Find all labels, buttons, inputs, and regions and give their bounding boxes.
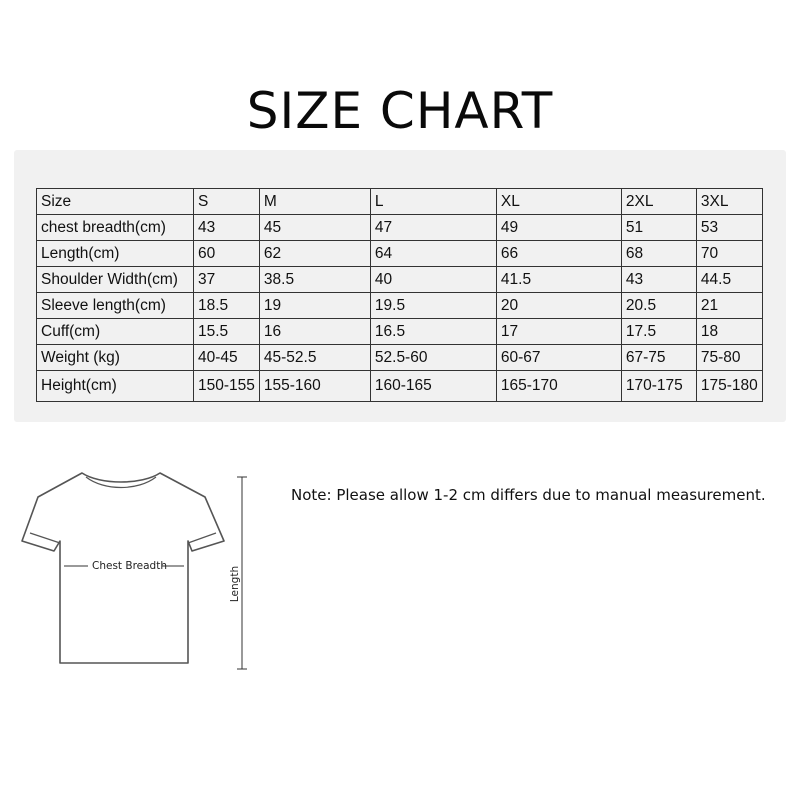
chest-breadth-label: Chest Breadth [92, 560, 167, 572]
table-cell: 160-165 [370, 371, 496, 402]
row-label: Cuff(cm) [37, 319, 194, 345]
row-label: Sleeve length(cm) [37, 293, 194, 319]
table-cell: 62 [259, 241, 370, 267]
page-title: SIZE CHART [246, 82, 554, 140]
table-cell: 19 [259, 293, 370, 319]
table-cell: 155-160 [259, 371, 370, 402]
table-cell: 18.5 [194, 293, 260, 319]
table-cell: 68 [621, 241, 696, 267]
table-cell: 67-75 [621, 345, 696, 371]
table-cell: 17 [496, 319, 621, 345]
row-label: Height(cm) [37, 371, 194, 402]
table-cell: 52.5-60 [370, 345, 496, 371]
table-cell: 43 [194, 215, 260, 241]
table-row [37, 267, 763, 293]
table-cell: 49 [496, 215, 621, 241]
tshirt-outline-icon [20, 455, 260, 690]
table-cell: 60 [194, 241, 260, 267]
header-cell: 3XL [696, 189, 762, 215]
row-label: Length(cm) [37, 241, 194, 267]
header-cell: Size [37, 189, 194, 215]
table-cell: 20.5 [621, 293, 696, 319]
length-label: Length [229, 565, 241, 603]
table-cell: 16.5 [370, 319, 496, 345]
table-cell: 15.5 [194, 319, 260, 345]
table-cell: 38.5 [259, 267, 370, 293]
table-cell: 17.5 [621, 319, 696, 345]
table-cell: 37 [194, 267, 260, 293]
table-cell: 45-52.5 [259, 345, 370, 371]
table-cell: 47 [370, 215, 496, 241]
table-row [37, 215, 763, 241]
row-label: Shoulder Width(cm) [37, 267, 194, 293]
table-cell: 45 [259, 215, 370, 241]
right-sleeve-hem [188, 533, 216, 543]
table-cell: 18 [696, 319, 762, 345]
table-cell: 150-155 [194, 371, 260, 402]
table-cell: 19.5 [370, 293, 496, 319]
left-sleeve-hem [30, 533, 60, 543]
header-cell: S [194, 189, 260, 215]
table-cell: 64 [370, 241, 496, 267]
table-cell: 66 [496, 241, 621, 267]
table-cell: 75-80 [696, 345, 762, 371]
table-cell: 21 [696, 293, 762, 319]
table-cell: 70 [696, 241, 762, 267]
table-row [37, 293, 763, 319]
measurement-note: Note: Please allow 1-2 cm differs due to manual measurement. [291, 486, 766, 504]
table-cell: 170-175 [621, 371, 696, 402]
table-header-row [37, 189, 763, 215]
table-cell: 20 [496, 293, 621, 319]
size-table [36, 188, 763, 402]
table-row [37, 241, 763, 267]
table-cell: 165-170 [496, 371, 621, 402]
table-row [37, 371, 763, 402]
table-cell: 60-67 [496, 345, 621, 371]
table-row [37, 319, 763, 345]
table-cell: 44.5 [696, 267, 762, 293]
table-cell: 40-45 [194, 345, 260, 371]
header-cell: 2XL [621, 189, 696, 215]
table-cell: 53 [696, 215, 762, 241]
header-cell: XL [496, 189, 621, 215]
table-row [37, 345, 763, 371]
header-cell: L [370, 189, 496, 215]
table-cell: 40 [370, 267, 496, 293]
header-cell: M [259, 189, 370, 215]
table-cell: 175-180 [696, 371, 762, 402]
row-label: chest breadth(cm) [37, 215, 194, 241]
table-cell: 41.5 [496, 267, 621, 293]
table-cell: 43 [621, 267, 696, 293]
row-label: Weight (kg) [37, 345, 194, 371]
table-cell: 51 [621, 215, 696, 241]
table-cell: 16 [259, 319, 370, 345]
